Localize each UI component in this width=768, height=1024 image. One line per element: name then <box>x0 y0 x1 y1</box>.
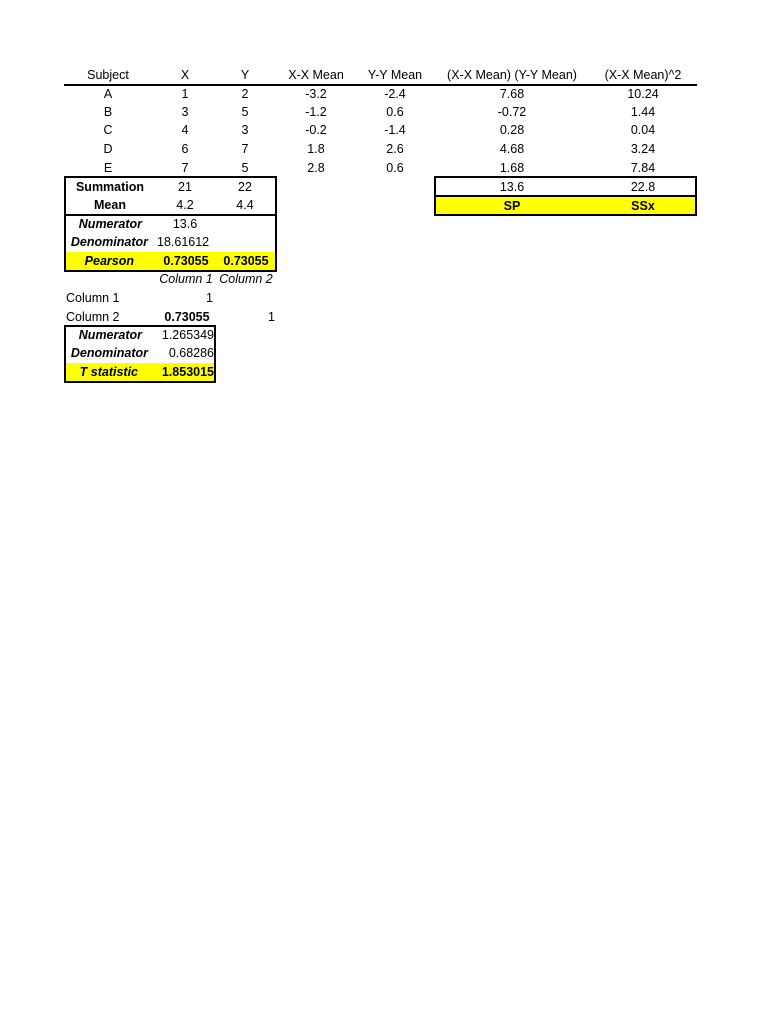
cell-y-mean: 2.6 <box>386 142 404 156</box>
cell-product: 7.68 <box>499 87 525 101</box>
cell-x: 4 <box>181 123 189 137</box>
cell-subject: E <box>103 161 113 175</box>
t-statistic-label: T statistic <box>79 365 138 379</box>
cell-y: 7 <box>241 142 249 156</box>
cell-x: 3 <box>181 105 189 119</box>
matrix-row1-label: Column 1 <box>66 291 120 305</box>
cell-subject: B <box>103 105 113 119</box>
t-numerator-value: 1.265349 <box>161 328 214 342</box>
cell-y-mean: -2.4 <box>384 87 406 101</box>
pearson-label: Pearson <box>84 254 134 268</box>
denominator-value: 18.61612 <box>157 235 210 249</box>
cell-xsquared: 0.04 <box>630 123 656 137</box>
t-numerator-label: Numerator <box>78 328 142 342</box>
header-subject: Subject <box>87 68 129 82</box>
matrix-row2-value1: 0.73055 <box>164 310 210 324</box>
header-x-mean: X-X Mean <box>288 68 344 82</box>
matrix-row2-value2: 1 <box>268 310 275 324</box>
pearson-value-a: 0.73055 <box>163 254 209 268</box>
cell-xsquared: 10.24 <box>627 87 659 101</box>
cell-y: 3 <box>241 123 249 137</box>
cell-x-mean: 2.8 <box>307 161 325 175</box>
t-denominator-label: Denominator <box>70 346 148 360</box>
cell-subject: A <box>103 87 113 101</box>
cell-y: 5 <box>241 105 249 119</box>
t-statistic-value: 1.853015 <box>161 365 214 379</box>
mean-label: Mean <box>94 198 126 212</box>
cell-x-mean: -3.2 <box>305 87 327 101</box>
pearson-value-b: 0.73055 <box>223 254 269 268</box>
matrix-row1-value1: 1 <box>206 291 213 305</box>
header-y-mean: Y-Y Mean <box>367 68 423 82</box>
header-y: Y <box>240 68 250 82</box>
ssx-label: SSx <box>631 199 655 213</box>
numerator-label: Numerator <box>78 217 142 231</box>
cell-xsquared: 3.24 <box>630 142 656 156</box>
cell-subject: C <box>103 123 113 137</box>
cell-x: 6 <box>181 142 189 156</box>
cell-y-mean: -1.4 <box>384 123 406 137</box>
cell-y: 2 <box>241 87 249 101</box>
matrix-col2-header: Column 2 <box>219 272 273 286</box>
cell-x-mean: 1.8 <box>307 142 325 156</box>
summation-x: 21 <box>178 180 192 194</box>
cell-x-mean: -0.2 <box>305 123 327 137</box>
header-product: (X-X Mean) (Y-Y Mean) <box>447 68 577 82</box>
cell-product: 4.68 <box>499 142 525 156</box>
header-xsquared: (X-X Mean)^2 <box>604 68 682 82</box>
cell-y-mean: 0.6 <box>386 161 404 175</box>
mean-x: 4.2 <box>176 198 194 212</box>
cell-product: 0.28 <box>499 123 525 137</box>
ssx-value: 22.8 <box>630 180 656 194</box>
numerator-value: 13.6 <box>172 217 198 231</box>
matrix-row2-label: Column 2 <box>66 310 120 324</box>
header-x: X <box>180 68 190 82</box>
t-denominator-value: 0.68286 <box>168 346 214 360</box>
matrix-col1-header: Column 1 <box>159 272 213 286</box>
summation-label: Summation <box>75 180 145 194</box>
sp-label: SP <box>503 199 521 213</box>
summation-y: 22 <box>238 180 252 194</box>
mean-y: 4.4 <box>236 198 254 212</box>
cell-y-mean: 0.6 <box>386 105 404 119</box>
cell-x: 1 <box>181 87 189 101</box>
cell-xsquared: 1.44 <box>630 105 656 119</box>
cell-product: 1.68 <box>499 161 525 175</box>
cell-x-mean: -1.2 <box>305 105 327 119</box>
cell-xsquared: 7.84 <box>630 161 656 175</box>
cell-y: 5 <box>241 161 249 175</box>
sp-value: 13.6 <box>499 180 525 194</box>
cell-x: 7 <box>181 161 189 175</box>
denominator-label: Denominator <box>70 235 148 249</box>
cell-product: -0.72 <box>497 105 527 119</box>
cell-subject: D <box>103 142 113 156</box>
